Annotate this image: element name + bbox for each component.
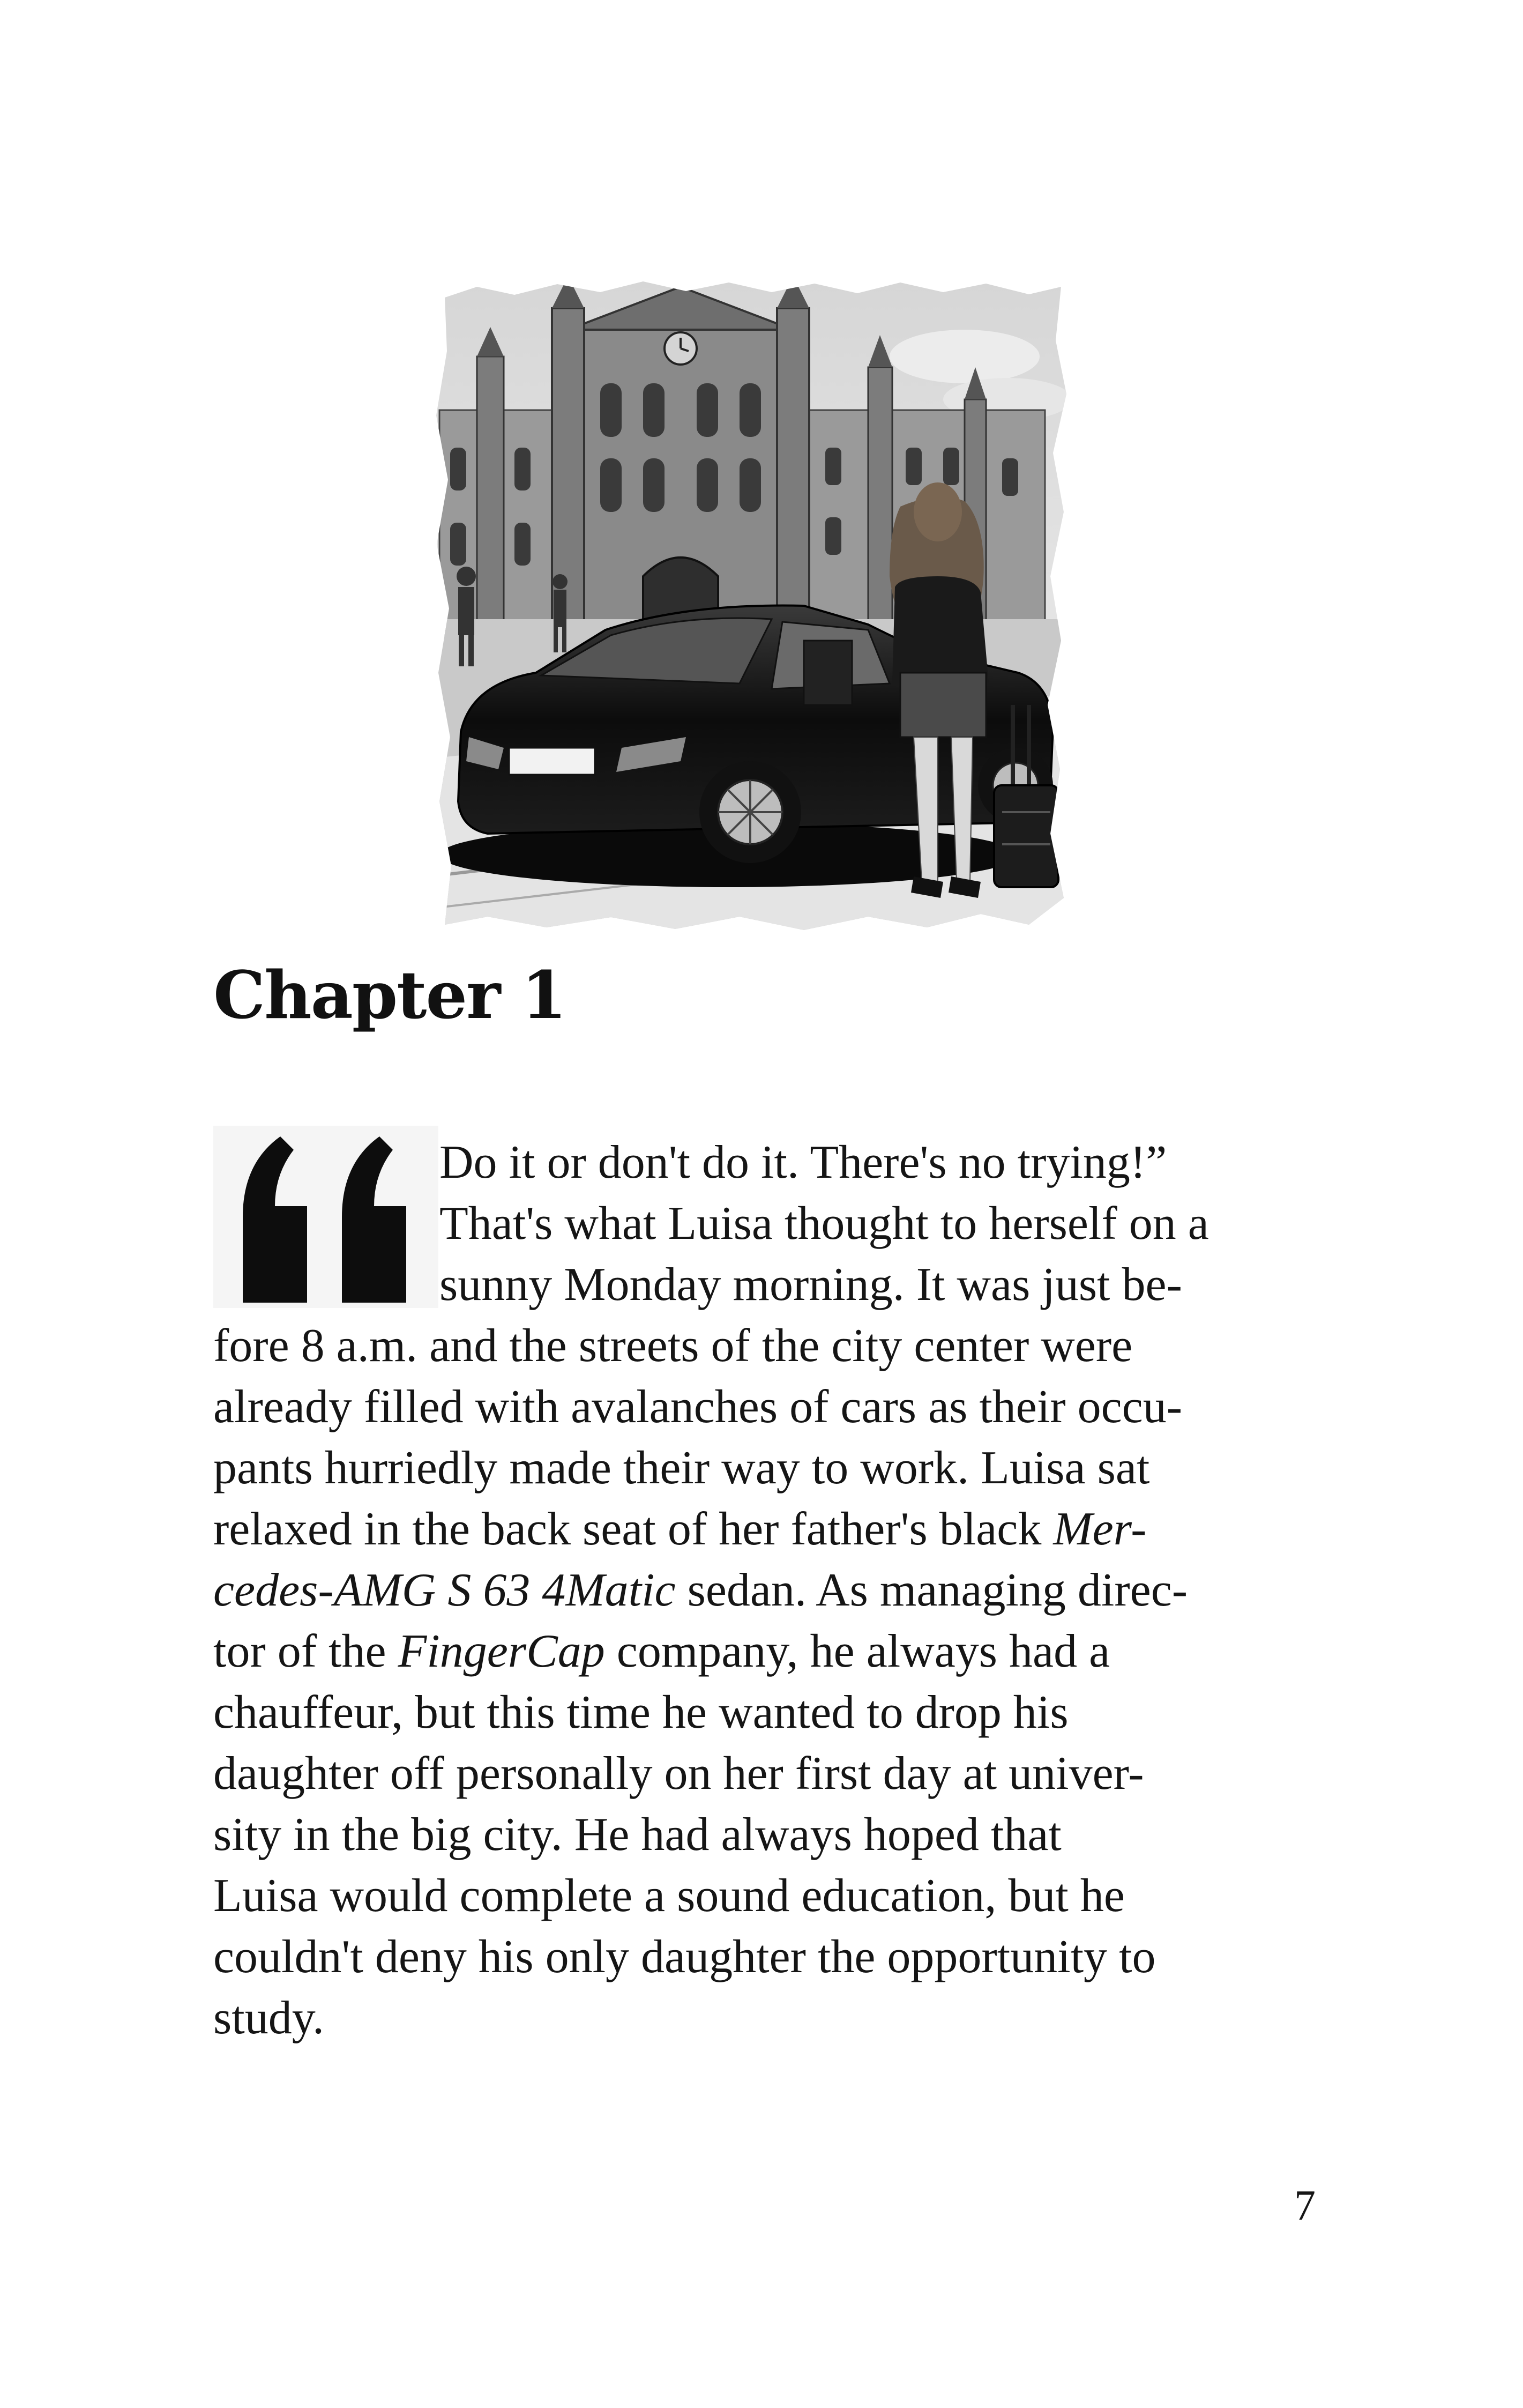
- italic-term: FingerCap: [398, 1625, 605, 1677]
- open-double-quote-icon: [213, 1126, 438, 1308]
- body-line-text: daughter off personally on her first day at univer-: [213, 1748, 1144, 1800]
- body-line-text: Luisa would complete a sound education, but he: [213, 1870, 1125, 1922]
- body-line: [213, 1748, 1144, 1800]
- body-line: [439, 1261, 1182, 1309]
- body-line-text: fore 8 a.m. and the streets of the city center were: [213, 1320, 1133, 1372]
- body-line-text: sity in the big city. He had always hoped that: [213, 1809, 1062, 1861]
- chapter-title: Chapter 1: [213, 956, 566, 1034]
- body-line-text: company, he always had a: [604, 1625, 1110, 1677]
- body-line: [439, 1136, 1167, 1188]
- body-line-text: That's what Luisa thought to herself on a: [439, 1198, 1209, 1250]
- body-line-text: sedan. As managing direc-: [675, 1564, 1188, 1616]
- body-line: [213, 1564, 1188, 1616]
- body-line: [213, 1381, 1183, 1433]
- body-line-text: Do it or don't do it. There's no trying!”: [439, 1136, 1167, 1188]
- body-line: [213, 1322, 1132, 1370]
- page-number: 7: [1294, 2182, 1316, 2229]
- body-line-text: already filled with avalanches of cars as their occu-: [213, 1381, 1183, 1433]
- body-line-text: chauffeur, but this time he wanted to drop his: [213, 1686, 1069, 1738]
- body-line-text: tor of the: [213, 1625, 398, 1677]
- italic-term: cedes-AMG S 63 4Matic: [213, 1564, 676, 1616]
- body-line-text: relaxed in the back seat of her father's black: [213, 1503, 1054, 1555]
- body-line-text: sunny Monday morning. It was just be-: [439, 1259, 1182, 1311]
- body-line: [213, 1872, 1125, 1920]
- italic-term: Mer-: [1053, 1503, 1147, 1555]
- body-line: [213, 1931, 1156, 1983]
- body-line-text: study.: [213, 1992, 324, 2044]
- body-line: [439, 1198, 1209, 1250]
- body-line-text: couldn't deny his only daughter the opportunity to: [213, 1931, 1156, 1983]
- body-line: [213, 1811, 1062, 1859]
- body-line: [213, 1686, 1069, 1738]
- body-line: [213, 1503, 1147, 1555]
- body-line: [213, 1625, 1110, 1677]
- body-line: [213, 1992, 324, 2044]
- university-car-illustration: [429, 276, 1072, 935]
- body-line-text: pants hurriedly made their way to work. Luisa sat: [213, 1442, 1150, 1494]
- body-line: [213, 1442, 1150, 1494]
